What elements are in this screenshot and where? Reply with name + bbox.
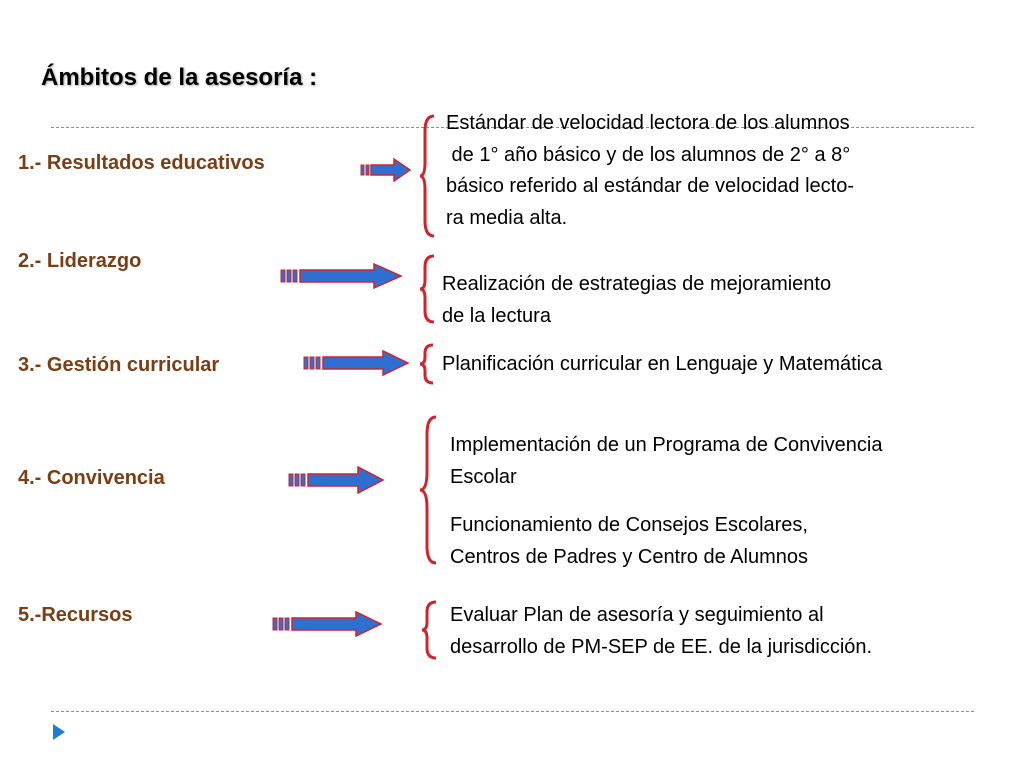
left-curly-brace-icon <box>421 599 441 661</box>
left-curly-brace-icon <box>419 113 439 239</box>
right-arrow-icon <box>303 349 411 377</box>
description-line: Implementación de un Programa de Convivencia <box>450 434 883 456</box>
item-4-description-a <box>450 430 882 493</box>
description-line: Estándar de velocidad lectora de los alumnos <box>446 112 850 134</box>
description-line: Evaluar Plan de asesoría y seguimiento al <box>450 604 824 626</box>
item-4-label: 4.- Convivencia <box>18 467 165 489</box>
description-line: Centros de Padres y Centro de Alumnos <box>450 545 808 568</box>
bottom-divider <box>51 711 974 712</box>
description-line: de 1° año básico y de los alumnos de 2° a 8° <box>446 143 851 166</box>
description-line: desarrollo de PM-SEP de EE. de la jurisdicción. <box>450 635 873 658</box>
item-1-label: 1.- Resultados educativos <box>18 152 265 174</box>
right-arrow-icon <box>288 465 386 495</box>
item-3-description <box>442 349 882 381</box>
description-line: ra media alta. <box>446 206 568 229</box>
item-3-label: 3.- Gestión curricular <box>18 354 220 376</box>
item-4-description-b <box>450 510 808 573</box>
description-line: de la lectura <box>442 304 551 327</box>
item-2-label: 2.- Liderazgo <box>18 250 142 272</box>
item-5-label: 5.-Recursos <box>18 604 133 626</box>
item-1-description <box>446 108 854 234</box>
left-curly-brace-icon <box>419 253 439 325</box>
right-arrow-icon <box>360 157 412 183</box>
right-arrow-icon <box>272 610 384 638</box>
description-line: Escolar <box>450 465 517 488</box>
triangle-bullet-icon <box>51 722 67 742</box>
right-arrow-icon <box>280 262 404 290</box>
left-curly-brace-icon <box>419 342 437 386</box>
item-2-description <box>442 269 831 332</box>
description-line: Funcionamiento de Consejos Escolares, <box>450 514 808 536</box>
item-5-description <box>450 600 872 663</box>
left-curly-brace-icon <box>419 414 441 566</box>
slide-title: Ámbitos de la asesoría : <box>41 64 318 91</box>
description-line: Planificación curricular en Lenguaje y Matemática <box>442 353 883 375</box>
description-line: básico referido al estándar de velocidad lecto- <box>446 175 855 197</box>
description-line: Realización de estrategias de mejoramiento <box>442 273 832 295</box>
